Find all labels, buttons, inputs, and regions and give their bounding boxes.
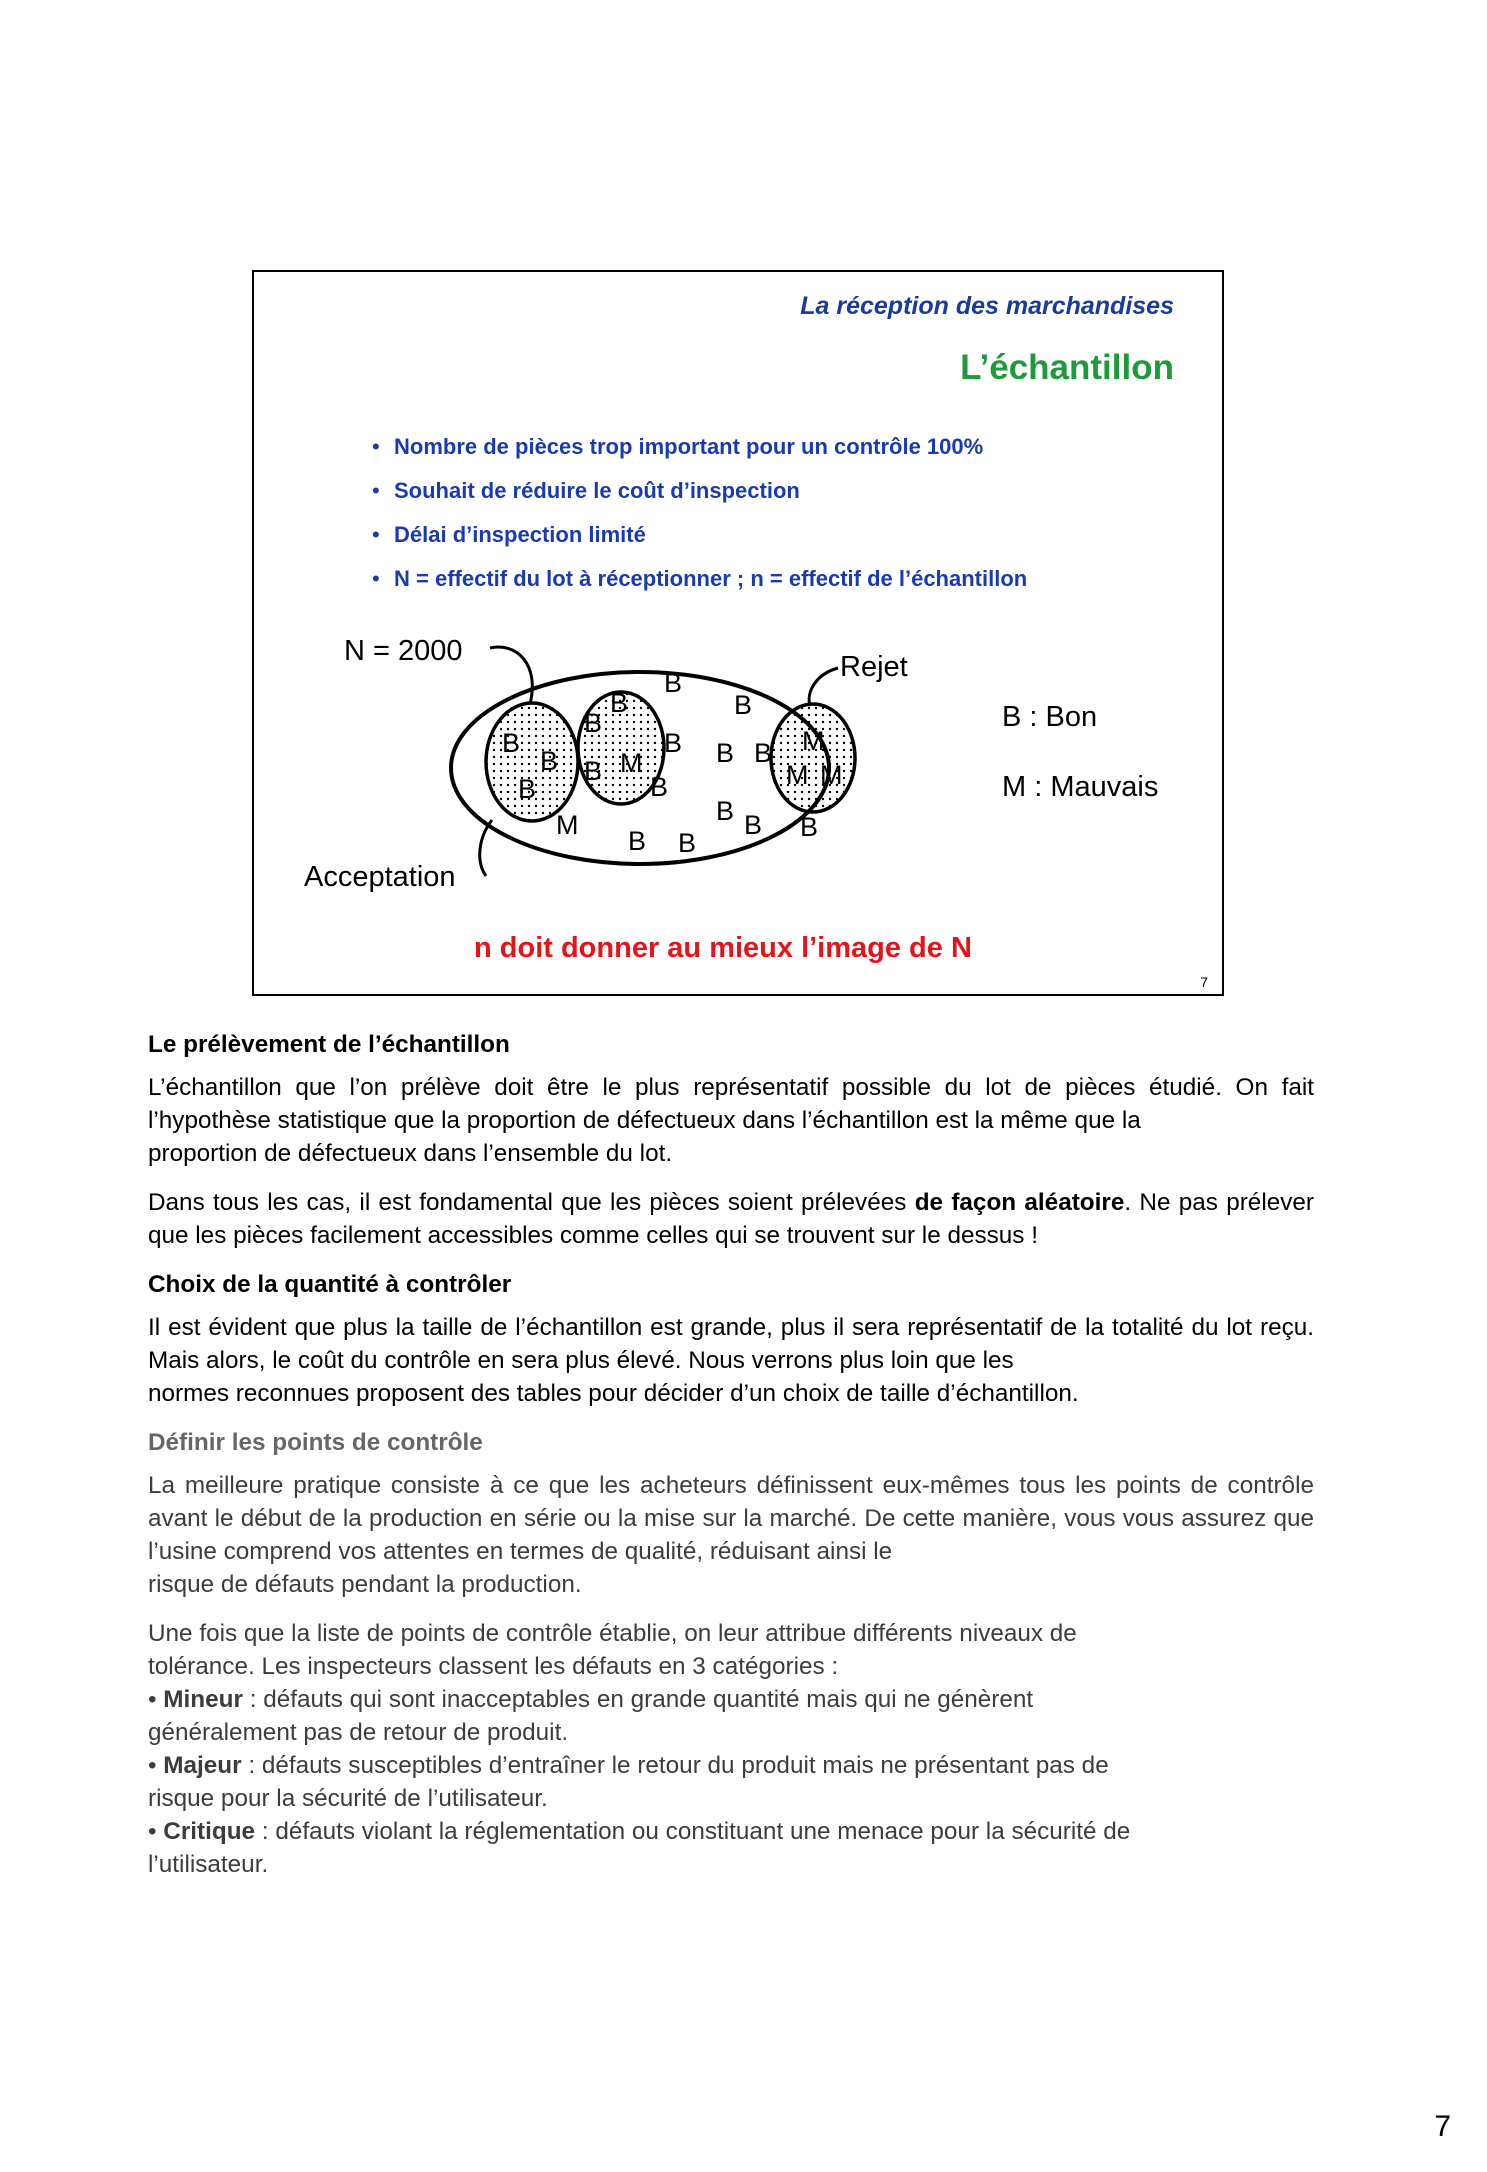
paragraph-best-practice: La meilleure pratique consiste à ce que les acheteurs définissent eux-mêmes tous les points de contrôle avant le début de la production en série ou la mise sur la marché. De cette manière, vous vous assurez que l’usine comprend vos attentes en termes de qualité, réduisant ainsi le risque de défauts pendant la production. [148,1472,1314,1598]
paragraph-random-sampling: Dans tous les cas, il est fondamental que les pièces soient prélevées de façon aléatoire. Ne pas prélever que les pièces facilement accessibles comme celles qui se trouvent sur le dessus ! [148,1189,1314,1249]
piece-good: B [744,810,763,840]
piece-bad: M [802,726,825,756]
lot-size-label: N = 2000 [344,635,463,667]
emphasis-random: de façon aléatoire [914,1189,1125,1216]
bullet-dot: • [372,434,380,459]
accept-label: Acceptation [304,861,456,893]
category-major: • Majeur : défauts susceptibles d’entraîner le retour du produit mais ne présentant pas de [148,1752,1109,1779]
slide-conclusion: n doit donner au mieux l’image de N [474,932,972,964]
sampling-diagram [254,272,1226,998]
slide-number: 7 [1200,974,1208,990]
bullet-dot: • [372,522,380,547]
reject-label-leader [809,668,838,706]
slide-bullet: • Nombre de pièces trop important pour un contrôle 100% [372,434,984,459]
piece-good: B [650,772,669,802]
paragraph-defect-categories: Une fois que la liste de points de contrôle établie, on leur attribue différents niveaux de tolérance. Les inspecteurs classent les défauts en 3 catégories : • Mineur : défauts qui sont inacceptables en grande quantité mais qui ne génèrent généralement pas de retour de produit. • Majeur : défauts susceptibles d’entraîner le retour du produit mais ne présentant pas de risque pour la sécurité de l’utilisateur. • Critique : défauts violant la réglementation ou constituant une menace pour la sécurité de l’utilisateur. [148,1620,1131,1878]
legend-good: B : Bon [1002,701,1098,733]
paragraph-representativeness: L’échantillon que l’on prélève doit être le plus représentatif possible du lot de pièces étudié. On fait l’hypothèse statistique que la proportion de défectueux dans l’échantillon est la même que la proportion de défectueux dans l’ensemble du lot. [148,1074,1314,1167]
slide-bullet: • Souhait de réduire le coût d’inspection [372,478,800,503]
piece-good: B [754,738,773,768]
piece-good: B [584,756,603,786]
slide-figure [252,270,1224,996]
slide-section-title: La réception des marchandises [800,292,1174,320]
piece-good: B [734,690,753,720]
slide-bullet: • N = effectif du lot à réceptionner ; n = effectif de l’échantillon [372,566,1028,591]
document-body [148,1028,1314,1897]
piece-good: B [610,688,629,718]
piece-good: B [800,812,819,842]
heading-sampling: Le prélèvement de l’échantillon [148,1031,510,1058]
sample-rejected [771,704,855,812]
piece-bad: M [786,760,809,790]
piece-good: B [584,708,603,738]
slide-title: L’échantillon [960,348,1174,387]
page-number: 7 [1434,2110,1451,2143]
piece-good: B [678,828,697,858]
bullet-dot: • [372,566,380,591]
piece-good: B [628,826,647,856]
piece-bad: M [620,748,643,778]
piece-good: B [540,746,559,776]
paragraph-sample-size: Il est évident que plus la taille de l’échantillon est grande, plus il sera représentatif de la totalité du lot reçu. Mais alors, le coût du contrôle en sera plus élevé. Nous verrons plus loin que les normes reconnues proposent des tables pour décider d’un choix de taille d’échantillon. [148,1314,1314,1407]
category-critical: • Critique : défauts violant la réglementation ou constituant une menace pour la sécurité de [148,1818,1131,1845]
category-minor: • Mineur : défauts qui sont inacceptables en grande quantité mais qui ne génèrent [148,1686,1034,1713]
bullet-dot: • [372,478,380,503]
piece-good: B [502,728,521,758]
piece-good: B [664,728,683,758]
slide-bullet: • Délai d’inspection limité [372,522,646,547]
piece-good: B [716,796,735,826]
heading-quantity: Choix de la quantité à contrôler [148,1271,512,1298]
reject-label: Rejet [840,651,908,683]
piece-bad: M [556,810,579,840]
piece-bad: M [820,760,843,790]
legend-bad: M : Mauvais [1002,771,1159,803]
heading-checkpoints: Définir les points de contrôle [148,1429,483,1456]
piece-good: B [518,774,537,804]
piece-good: B [716,738,735,768]
piece-good: B [664,668,683,698]
